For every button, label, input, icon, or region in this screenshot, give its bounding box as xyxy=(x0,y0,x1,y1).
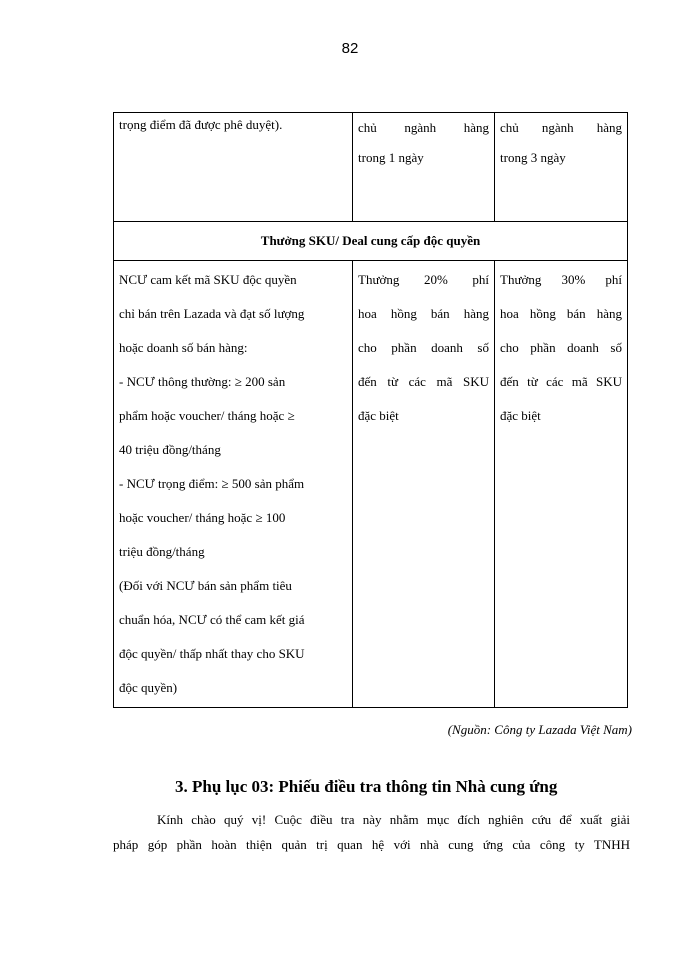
cell-line: chủ ngành hàng xyxy=(358,120,489,135)
top-row-key-cell xyxy=(495,113,628,222)
table-row-top xyxy=(114,113,628,222)
table-row-main xyxy=(114,261,628,708)
cell-line: đặc biệt xyxy=(358,408,399,423)
intro-paragraph xyxy=(113,807,630,857)
top-row-regular-cell xyxy=(353,113,495,222)
cell-line: hoa hồng bán hàng xyxy=(358,306,489,321)
source-note: (Nguồn: Công ty Lazada Việt Nam) xyxy=(447,722,632,737)
page-number: 82 xyxy=(341,40,359,57)
main-row-key-cell xyxy=(495,261,628,708)
cell-line: cho phần doanh số xyxy=(500,340,622,355)
main-row-condition-cell xyxy=(114,261,353,708)
cell-line: cho phần doanh số xyxy=(358,340,489,355)
cell-line: Thưởng 30% phí xyxy=(500,272,622,287)
top-row-condition-cell xyxy=(114,113,353,222)
section-title: Thưởng SKU/ Deal cung cấp độc quyền xyxy=(114,222,628,261)
cell-line: chỉ bán trên Lazada và đạt số lượng xyxy=(119,306,305,321)
cell-line: hoặc voucher/ tháng hoặc ≥ 100 xyxy=(119,510,286,525)
cell-line: NCƯ cam kết mã SKU độc quyền xyxy=(119,272,297,287)
cell-line: trong 1 ngày xyxy=(358,150,424,165)
cell-line: phẩm hoặc voucher/ tháng hoặc ≥ xyxy=(119,408,295,423)
cell-line: độc quyền/ thấp nhất thay cho SKU xyxy=(119,646,305,661)
section-heading: 3. Phụ lục 03: Phiếu điều tra thông tin Nhà cung ứng xyxy=(175,777,558,796)
top-row-condition-text: trọng điểm đã được phê duyệt). xyxy=(119,117,283,132)
cell-line: chuẩn hóa, NCƯ có thể cam kết giá xyxy=(119,612,305,627)
paragraph-line: Kính chào quý vị! Cuộc điều tra này nhằm mục đích nghiên cứu để xuất giải xyxy=(157,812,630,827)
cell-line: đến từ các mã SKU xyxy=(500,374,622,389)
paragraph-line: pháp góp phần hoàn thiện quản trị quan hệ với nhà cung ứng của công ty TNHH xyxy=(113,837,630,852)
cell-line: Thưởng 20% phí xyxy=(358,272,489,287)
main-row-regular-cell xyxy=(353,261,495,708)
cell-line: triệu đồng/tháng xyxy=(119,544,205,559)
cell-line: - NCƯ thông thường: ≥ 200 sản xyxy=(119,374,286,389)
cell-line: độc quyền) xyxy=(119,680,178,695)
bonus-table xyxy=(113,112,628,708)
cell-line: 40 triệu đồng/tháng xyxy=(119,442,221,457)
cell-line: trong 3 ngày xyxy=(500,150,566,165)
cell-line: chủ ngành hàng xyxy=(500,120,622,135)
cell-line: đến từ các mã SKU xyxy=(358,374,489,389)
cell-line: hoặc doanh số bán hàng: xyxy=(119,340,248,355)
cell-line: đặc biệt xyxy=(500,408,541,423)
table-row-section xyxy=(114,222,628,261)
cell-line: - NCƯ trọng điểm: ≥ 500 sản phẩm xyxy=(119,476,305,491)
cell-line: hoa hồng bán hàng xyxy=(500,306,622,321)
cell-line: (Đối với NCƯ bán sản phẩm tiêu xyxy=(119,578,292,593)
